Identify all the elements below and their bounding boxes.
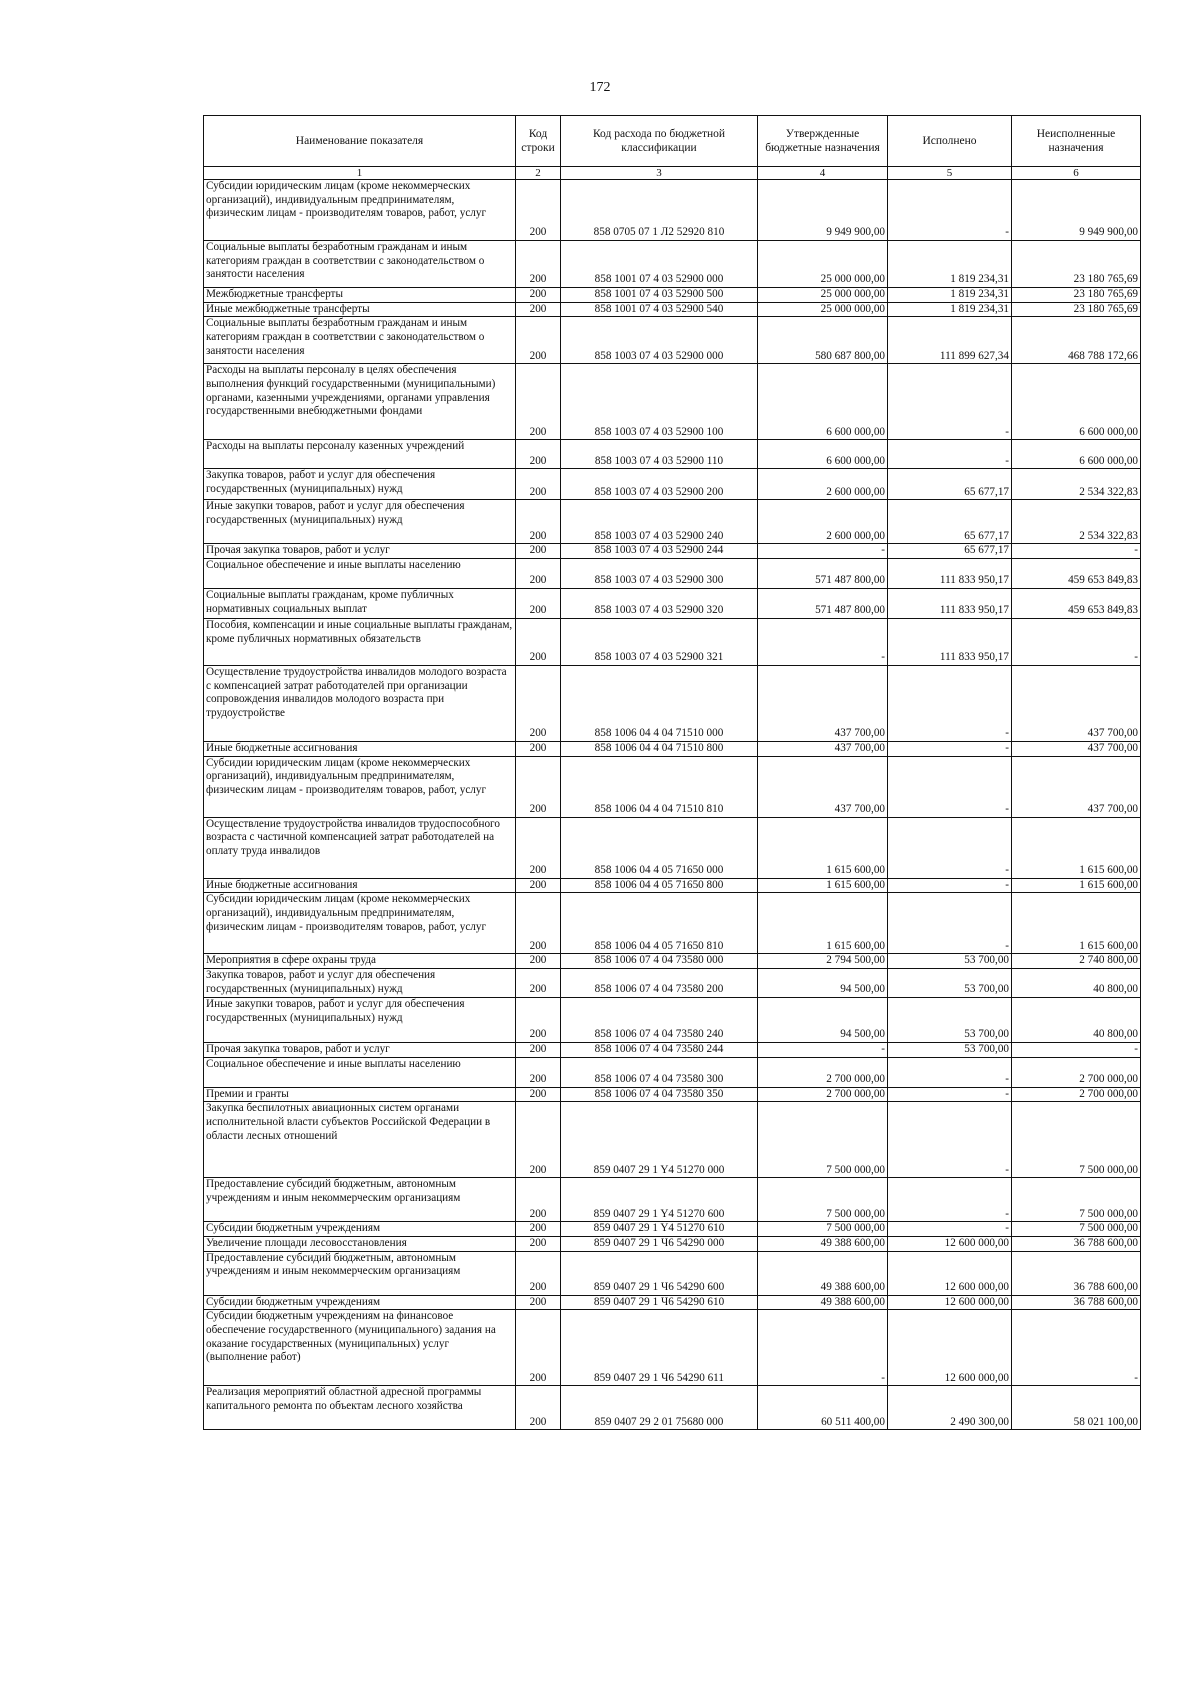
row-executed: 1 819 234,31 [888,241,1012,288]
row-name: Прочая закупка товаров, работ и услуг [204,544,516,559]
row-name: Межбюджетные трансферты [204,288,516,303]
table-row [204,1251,1141,1295]
row-unexecuted: 23 180 765,69 [1012,288,1141,303]
row-approved: 7 500 000,00 [758,1178,888,1222]
table-body [204,180,1141,1430]
header-name: Наименование показателя [204,116,516,167]
table-row [204,469,1141,500]
row-name: Закупка беспилотных авиационных систем органами исполнительной власти субъектов Российской Федерации в области лесных отношений [204,1102,516,1178]
table-row [204,302,1141,317]
table-row [204,1087,1141,1102]
row-budget-code: 858 1003 07 4 03 52900 300 [561,558,758,588]
row-unexecuted: - [1012,618,1141,665]
row-line-code: 200 [516,618,561,665]
row-line-code: 200 [516,364,561,440]
row-name: Премии и гранты [204,1087,516,1102]
row-unexecuted: 6 600 000,00 [1012,440,1141,469]
table-header [204,116,1141,180]
row-executed: - [888,1178,1012,1222]
row-line-code: 200 [516,1310,561,1386]
row-name: Осуществление трудоустройства инвалидов молодого возраста с компенсацией затрат работодателей при организации сопровождения инвалидов молодого возраста при трудоустройстве [204,665,516,741]
table-row [204,544,1141,559]
row-name: Предоставление субсидий бюджетным, автономным учреждениям и иным некоммерческим организациям [204,1251,516,1295]
row-approved: 9 949 900,00 [758,180,888,241]
table-row [204,500,1141,544]
row-name: Иные бюджетные ассигнования [204,878,516,893]
row-line-code: 200 [516,241,561,288]
row-unexecuted: 437 700,00 [1012,665,1141,741]
row-approved: 94 500,00 [758,997,888,1042]
table-row [204,954,1141,969]
row-unexecuted: 2 700 000,00 [1012,1057,1141,1087]
row-line-code: 200 [516,1178,561,1222]
row-approved: 6 600 000,00 [758,440,888,469]
row-approved: - [758,1042,888,1057]
column-number: 3 [561,167,758,180]
table-row [204,1386,1141,1430]
row-executed: 12 600 000,00 [888,1310,1012,1386]
row-executed: 12 600 000,00 [888,1295,1012,1310]
row-line-code: 200 [516,817,561,878]
row-executed: - [888,893,1012,954]
row-name: Иные межбюджетные трансферты [204,302,516,317]
row-approved: 6 600 000,00 [758,364,888,440]
row-name: Субсидии бюджетным учреждениям [204,1222,516,1237]
row-executed: 53 700,00 [888,968,1012,997]
row-approved: 1 615 600,00 [758,817,888,878]
row-name: Закупка товаров, работ и услуг для обеспечения государственных (муниципальных) нужд [204,968,516,997]
row-budget-code: 859 0407 29 1 Ч6 54290 000 [561,1236,758,1251]
table-row [204,1042,1141,1057]
row-approved: 7 500 000,00 [758,1222,888,1237]
row-unexecuted: 36 788 600,00 [1012,1236,1141,1251]
row-approved: 2 700 000,00 [758,1087,888,1102]
row-budget-code: 858 1003 07 4 03 52900 000 [561,317,758,364]
table-row [204,893,1141,954]
table-row [204,817,1141,878]
row-budget-code: 858 1001 07 4 03 52900 540 [561,302,758,317]
row-line-code: 200 [516,1222,561,1237]
row-name: Иные закупки товаров, работ и услуг для обеспечения государственных (муниципальных) нужд [204,500,516,544]
row-budget-code: 858 1003 07 4 03 52900 200 [561,469,758,500]
row-line-code: 200 [516,1251,561,1295]
row-line-code: 200 [516,1087,561,1102]
row-name: Социальные выплаты безработным гражданам и иным категориям граждан в соответствии с законодательством о занятости населения [204,241,516,288]
row-budget-code: 859 0407 29 1 Y4 51270 610 [561,1222,758,1237]
header-code: Код строки [516,116,561,167]
row-name: Субсидии юридическим лицам (кроме некоммерческих организаций), индивидуальным предпринимателям, физическим лицам - производителям товаров, работ, услуг [204,180,516,241]
table-row [204,364,1141,440]
row-approved: 1 615 600,00 [758,893,888,954]
row-line-code: 200 [516,440,561,469]
table-row [204,588,1141,618]
row-line-code: 200 [516,756,561,817]
row-name: Иные бюджетные ассигнования [204,741,516,756]
header-unexecuted: Неисполненные назначения [1012,116,1141,167]
row-executed: 53 700,00 [888,1042,1012,1057]
row-budget-code: 858 1006 04 4 05 71650 800 [561,878,758,893]
row-budget-code: 859 0407 29 1 Y4 51270 000 [561,1102,758,1178]
row-executed: - [888,1087,1012,1102]
row-budget-code: 858 1006 07 4 04 73580 240 [561,997,758,1042]
row-budget-code: 858 1001 07 4 03 52900 500 [561,288,758,303]
row-unexecuted: 1 615 600,00 [1012,817,1141,878]
row-unexecuted: 1 615 600,00 [1012,878,1141,893]
row-line-code: 200 [516,288,561,303]
row-name: Реализация мероприятий областной адресной программы капитального ремонта по объектам лесного хозяйства [204,1386,516,1430]
row-line-code: 200 [516,665,561,741]
column-number: 2 [516,167,561,180]
table-row [204,317,1141,364]
row-budget-code: 858 1003 07 4 03 52900 244 [561,544,758,559]
row-budget-code: 859 0407 29 1 Y4 51270 600 [561,1178,758,1222]
row-name: Предоставление субсидий бюджетным, автономным учреждениям и иным некоммерческим организациям [204,1178,516,1222]
row-line-code: 200 [516,1236,561,1251]
row-budget-code: 858 1006 07 4 04 73580 200 [561,968,758,997]
table-row [204,1295,1141,1310]
row-approved: 7 500 000,00 [758,1102,888,1178]
row-budget-code: 858 1006 04 4 04 71510 000 [561,665,758,741]
row-name: Социальное обеспечение и иные выплаты населению [204,1057,516,1087]
row-executed: - [888,756,1012,817]
row-approved: 2 794 500,00 [758,954,888,969]
row-approved: 2 600 000,00 [758,469,888,500]
row-approved: 437 700,00 [758,756,888,817]
page-number: 172 [589,80,611,95]
table-row [204,558,1141,588]
table-row [204,1236,1141,1251]
row-name: Расходы на выплаты персоналу казенных учреждений [204,440,516,469]
row-unexecuted: 1 615 600,00 [1012,893,1141,954]
row-approved: 2 600 000,00 [758,500,888,544]
row-line-code: 200 [516,968,561,997]
row-budget-code: 858 1006 04 4 04 71510 810 [561,756,758,817]
row-name: Закупка товаров, работ и услуг для обеспечения государственных (муниципальных) нужд [204,469,516,500]
row-budget-code: 859 0407 29 2 01 75680 000 [561,1386,758,1430]
row-unexecuted: 7 500 000,00 [1012,1222,1141,1237]
row-budget-code: 858 1006 07 4 04 73580 244 [561,1042,758,1057]
row-line-code: 200 [516,893,561,954]
table-row [204,618,1141,665]
row-approved: 49 388 600,00 [758,1295,888,1310]
row-executed: 111 899 627,34 [888,317,1012,364]
table-row [204,968,1141,997]
row-approved: 1 615 600,00 [758,878,888,893]
row-approved: - [758,544,888,559]
row-unexecuted: 468 788 172,66 [1012,317,1141,364]
row-executed: 111 833 950,17 [888,618,1012,665]
row-unexecuted: 2 700 000,00 [1012,1087,1141,1102]
row-line-code: 200 [516,1042,561,1057]
header-executed: Исполнено [888,116,1012,167]
table-row [204,1178,1141,1222]
row-executed: 1 819 234,31 [888,288,1012,303]
row-budget-code: 858 1003 07 4 03 52900 110 [561,440,758,469]
row-line-code: 200 [516,878,561,893]
row-name: Субсидии бюджетным учреждениям на финансовое обеспечение государственного (муниципального) задания на оказание государственных (муниципальных) услуг (выполнение работ) [204,1310,516,1386]
row-unexecuted: 23 180 765,69 [1012,302,1141,317]
row-executed: 111 833 950,17 [888,588,1012,618]
row-budget-code: 858 1006 07 4 04 73580 000 [561,954,758,969]
row-budget-code: 859 0407 29 1 Ч6 54290 610 [561,1295,758,1310]
row-budget-code: 859 0407 29 1 Ч6 54290 600 [561,1251,758,1295]
row-name: Увеличение площади лесовосстановления [204,1236,516,1251]
row-unexecuted: - [1012,544,1141,559]
table-row [204,288,1141,303]
row-name: Социальное обеспечение и иные выплаты населению [204,558,516,588]
row-executed: - [888,665,1012,741]
row-executed: 111 833 950,17 [888,558,1012,588]
table-row [204,1057,1141,1087]
row-unexecuted: 7 500 000,00 [1012,1178,1141,1222]
row-executed: 65 677,17 [888,469,1012,500]
row-unexecuted: 2 534 322,83 [1012,500,1141,544]
row-executed: 53 700,00 [888,954,1012,969]
row-executed: - [888,1222,1012,1237]
row-unexecuted: - [1012,1310,1141,1386]
row-line-code: 200 [516,302,561,317]
row-budget-code: 858 1006 04 4 05 71650 810 [561,893,758,954]
row-approved: 25 000 000,00 [758,288,888,303]
row-budget-code: 858 1006 04 4 04 71510 800 [561,741,758,756]
row-budget-code: 858 1003 07 4 03 52900 240 [561,500,758,544]
row-unexecuted: 2 534 322,83 [1012,469,1141,500]
row-approved: 60 511 400,00 [758,1386,888,1430]
row-unexecuted: 2 740 800,00 [1012,954,1141,969]
row-name: Прочая закупка товаров, работ и услуг [204,1042,516,1057]
row-line-code: 200 [516,317,561,364]
row-unexecuted: 9 949 900,00 [1012,180,1141,241]
row-approved: 25 000 000,00 [758,302,888,317]
row-line-code: 200 [516,1386,561,1430]
table-row [204,1102,1141,1178]
table-row [204,756,1141,817]
table-row [204,1222,1141,1237]
row-line-code: 200 [516,558,561,588]
row-unexecuted: 7 500 000,00 [1012,1102,1141,1178]
row-executed: 1 819 234,31 [888,302,1012,317]
row-unexecuted: 459 653 849,83 [1012,588,1141,618]
table-row [204,997,1141,1042]
row-name: Пособия, компенсации и иные социальные выплаты гражданам, кроме публичных нормативных обязательств [204,618,516,665]
header-budget-code: Код расхода по бюджетной классификации [561,116,758,167]
row-name: Социальные выплаты гражданам, кроме публичных нормативных социальных выплат [204,588,516,618]
row-name: Расходы на выплаты персоналу в целях обеспечения выполнения функций государственными (муниципальными) органами, казенными учреждениями, органами управления государственными внебюджетными фондами [204,364,516,440]
row-unexecuted: 437 700,00 [1012,756,1141,817]
row-approved: 25 000 000,00 [758,241,888,288]
row-approved: 49 388 600,00 [758,1251,888,1295]
row-name: Осуществление трудоустройства инвалидов трудоспособного возраста с частичной компенсацией затрат работодателей на оплату труда инвалидов [204,817,516,878]
row-executed: 12 600 000,00 [888,1251,1012,1295]
table-row [204,241,1141,288]
row-line-code: 200 [516,1057,561,1087]
row-executed: - [888,440,1012,469]
table-row [204,665,1141,741]
row-unexecuted: 36 788 600,00 [1012,1295,1141,1310]
row-budget-code: 858 1003 07 4 03 52900 320 [561,588,758,618]
row-budget-code: 859 0407 29 1 Ч6 54290 611 [561,1310,758,1386]
row-name: Мероприятия в сфере охраны труда [204,954,516,969]
row-budget-code: 858 1001 07 4 03 52900 000 [561,241,758,288]
row-approved: 571 487 800,00 [758,588,888,618]
row-executed: 2 490 300,00 [888,1386,1012,1430]
row-unexecuted: 58 021 100,00 [1012,1386,1141,1430]
row-unexecuted: 36 788 600,00 [1012,1251,1141,1295]
row-name: Субсидии юридическим лицам (кроме некоммерческих организаций), индивидуальным предпринимателям, физическим лицам - производителям товаров, работ, услуг [204,893,516,954]
row-name: Субсидии бюджетным учреждениям [204,1295,516,1310]
row-budget-code: 858 1003 07 4 03 52900 321 [561,618,758,665]
row-budget-code: 858 1003 07 4 03 52900 100 [561,364,758,440]
row-line-code: 200 [516,1295,561,1310]
table-row [204,741,1141,756]
row-executed: - [888,817,1012,878]
table-row [204,180,1141,241]
header-approved: Утвержденные бюджетные назначения [758,116,888,167]
row-approved: 437 700,00 [758,741,888,756]
row-approved: 580 687 800,00 [758,317,888,364]
budget-execution-table [203,115,1141,1430]
row-line-code: 200 [516,954,561,969]
row-line-code: 200 [516,500,561,544]
row-executed: 65 677,17 [888,500,1012,544]
column-number-row [204,167,1141,180]
row-line-code: 200 [516,469,561,500]
row-unexecuted: - [1012,1042,1141,1057]
row-name: Социальные выплаты безработным гражданам и иным категориям граждан в соответствии с законодательством о занятости населения [204,317,516,364]
row-executed: 53 700,00 [888,997,1012,1042]
row-executed: - [888,180,1012,241]
row-unexecuted: 40 800,00 [1012,968,1141,997]
row-approved: 2 700 000,00 [758,1057,888,1087]
row-budget-code: 858 0705 07 1 Л2 52920 810 [561,180,758,241]
row-executed: 65 677,17 [888,544,1012,559]
row-name: Субсидии юридическим лицам (кроме некоммерческих организаций), индивидуальным предпринимателям, физическим лицам - производителям товаров, работ, услуг [204,756,516,817]
row-name: Иные закупки товаров, работ и услуг для обеспечения государственных (муниципальных) нужд [204,997,516,1042]
column-number: 4 [758,167,888,180]
row-line-code: 200 [516,741,561,756]
row-executed: - [888,364,1012,440]
column-number: 6 [1012,167,1141,180]
row-line-code: 200 [516,997,561,1042]
table-row [204,878,1141,893]
row-unexecuted: 40 800,00 [1012,997,1141,1042]
row-approved: 94 500,00 [758,968,888,997]
row-line-code: 200 [516,180,561,241]
row-approved: 437 700,00 [758,665,888,741]
row-budget-code: 858 1006 07 4 04 73580 300 [561,1057,758,1087]
row-budget-code: 858 1006 07 4 04 73580 350 [561,1087,758,1102]
row-executed: - [888,741,1012,756]
row-line-code: 200 [516,588,561,618]
row-unexecuted: 23 180 765,69 [1012,241,1141,288]
row-budget-code: 858 1006 04 4 05 71650 000 [561,817,758,878]
row-line-code: 200 [516,1102,561,1178]
row-approved: - [758,618,888,665]
row-executed: - [888,878,1012,893]
column-number: 5 [888,167,1012,180]
row-approved: - [758,1310,888,1386]
row-executed: - [888,1102,1012,1178]
row-approved: 49 388 600,00 [758,1236,888,1251]
row-unexecuted: 437 700,00 [1012,741,1141,756]
row-executed: 12 600 000,00 [888,1236,1012,1251]
table-row [204,1310,1141,1386]
column-number: 1 [204,167,516,180]
row-unexecuted: 6 600 000,00 [1012,364,1141,440]
row-unexecuted: 459 653 849,83 [1012,558,1141,588]
table-row [204,440,1141,469]
row-line-code: 200 [516,544,561,559]
row-approved: 571 487 800,00 [758,558,888,588]
row-executed: - [888,1057,1012,1087]
